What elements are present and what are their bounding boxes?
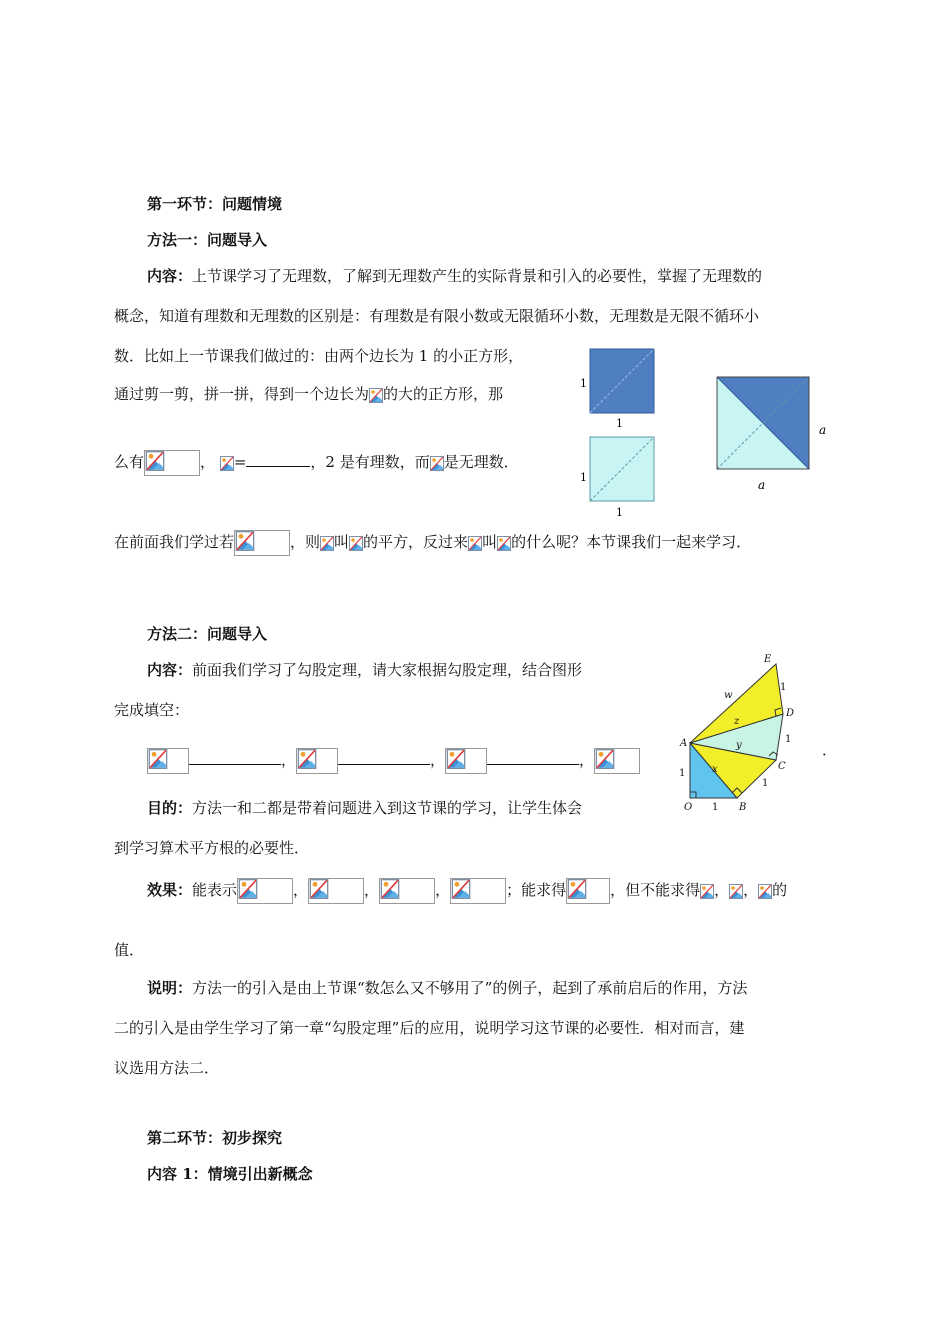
formula-image-icon bbox=[237, 878, 293, 904]
text: 方法一和二都是带着问题进入到这节课的学习，让学生体会 bbox=[192, 799, 583, 817]
comma: ， bbox=[293, 881, 309, 899]
paragraph-line bbox=[147, 798, 582, 818]
label-E: E bbox=[764, 654, 772, 665]
paragraph-line bbox=[147, 978, 747, 998]
formula-image-icon bbox=[369, 388, 383, 403]
paragraph-line: 议选用方法二． bbox=[114, 1059, 220, 1077]
side-label: 1 bbox=[580, 377, 587, 390]
section-title: 第二环节：初步探究 bbox=[147, 1129, 283, 1147]
label-1: 1 bbox=[679, 768, 686, 779]
paragraph-line: 到学习算术平方根的必要性． bbox=[114, 839, 310, 857]
content-label: 内容： bbox=[147, 267, 193, 285]
text: 是无理数． bbox=[443, 453, 519, 471]
bottom-label: a bbox=[758, 478, 766, 492]
text: 的什么呢？本节课我们一起来学习． bbox=[511, 533, 752, 551]
formula-image-icon bbox=[308, 878, 364, 904]
label-1: 1 bbox=[762, 778, 769, 789]
text: 前面我们学习了勾股定理，请大家根据勾股定理，结合图形 bbox=[192, 661, 583, 679]
paragraph-line bbox=[114, 450, 519, 476]
label-x: x bbox=[712, 764, 718, 775]
formula-image-icon bbox=[320, 536, 334, 551]
text: = bbox=[233, 453, 247, 471]
formula-image-icon bbox=[566, 878, 610, 904]
section-title: 第一环节：问题情境 bbox=[147, 195, 283, 213]
answer-blank[interactable] bbox=[338, 750, 430, 765]
text: ， bbox=[200, 453, 216, 471]
effect-label: 效果： bbox=[147, 881, 193, 899]
formula-image-icon bbox=[497, 536, 511, 551]
pythagoras-spiral-figure bbox=[672, 648, 822, 816]
text: ，则 bbox=[290, 533, 321, 551]
text: ，2 是有理数，而 bbox=[310, 453, 430, 471]
content1-title: 内容 1：情境引出新概念 bbox=[147, 1165, 313, 1183]
paragraph-line bbox=[147, 878, 787, 904]
note-label: 说明： bbox=[147, 979, 193, 997]
paragraph-line: 值． bbox=[114, 941, 145, 959]
comma: ， bbox=[579, 751, 595, 769]
label-1: 1 bbox=[712, 802, 719, 813]
comma: ， bbox=[435, 881, 451, 899]
label-y: y bbox=[736, 740, 742, 751]
formula-image-icon bbox=[144, 450, 200, 476]
paragraph-line bbox=[114, 384, 503, 404]
text: 能表示 bbox=[192, 881, 238, 899]
label-O: O bbox=[684, 802, 693, 813]
text: ；能求得 bbox=[506, 881, 567, 899]
comma: ， bbox=[714, 881, 730, 899]
paragraph-line: 二的引入是由学生学习了第一章“勾股定理”后的应用，说明学习这节课的必要性．相对而言，建 bbox=[114, 1019, 745, 1037]
text: 在前面我们学过若 bbox=[114, 533, 235, 551]
label-z: z bbox=[734, 716, 740, 727]
small-squares-figure bbox=[574, 345, 664, 520]
method2-title: 方法二：问题导入 bbox=[147, 625, 268, 643]
formula-image-icon bbox=[147, 748, 189, 774]
paragraph-line: 完成填空： bbox=[114, 701, 190, 719]
formula-image-icon bbox=[220, 456, 234, 471]
paragraph-line bbox=[147, 660, 582, 680]
text: 叫 bbox=[482, 533, 498, 551]
comma: ， bbox=[281, 751, 297, 769]
formula-image-icon bbox=[379, 878, 435, 904]
comma: ， bbox=[364, 881, 380, 899]
formula-image-icon bbox=[296, 748, 338, 774]
comma: ， bbox=[743, 881, 759, 899]
comma: ， bbox=[430, 751, 446, 769]
purpose-label: 目的： bbox=[147, 799, 193, 817]
label-w: w bbox=[724, 690, 733, 701]
text: ，但不能求得 bbox=[610, 881, 701, 899]
text: 方法一的引入是由上节课“数怎么又不够用了”的例子，起到了承前启后的作用，方法 bbox=[192, 979, 748, 997]
text: 上节课学习了无理数，了解到无理数产生的实际背景和引入的必要性，掌握了无理数的 bbox=[192, 267, 763, 285]
label-B: B bbox=[739, 802, 747, 813]
paragraph-line bbox=[114, 530, 751, 556]
formula-image-icon bbox=[234, 530, 290, 556]
formula-image-icon bbox=[430, 456, 444, 471]
method1-title: 方法一：问题导入 bbox=[147, 231, 268, 249]
answer-blank[interactable] bbox=[246, 452, 310, 467]
label-A: A bbox=[680, 738, 688, 749]
content-label: 内容： bbox=[147, 661, 193, 679]
text: 的大的正方形，那 bbox=[383, 385, 504, 403]
formula-image-icon bbox=[729, 884, 743, 899]
label-D: D bbox=[786, 708, 795, 719]
text: 叫 bbox=[334, 533, 350, 551]
bottom-label: 1 bbox=[616, 417, 623, 430]
paragraph-line: 数．比如上一节课我们做过的：由两个边长为 1 的小正方形， bbox=[114, 347, 524, 365]
text: 的平方，反过来 bbox=[363, 533, 469, 551]
side-label: 1 bbox=[580, 471, 587, 484]
side-label: a bbox=[819, 423, 827, 437]
label-C: C bbox=[778, 761, 786, 772]
label-1: 1 bbox=[780, 682, 787, 693]
text: 通过剪一剪，拼一拼，得到一个边长为 bbox=[114, 385, 370, 403]
formula-image-icon bbox=[445, 748, 487, 774]
formula-image-icon bbox=[349, 536, 363, 551]
paragraph-line bbox=[147, 266, 762, 286]
formula-image-icon bbox=[700, 884, 714, 899]
answer-blank[interactable] bbox=[189, 750, 281, 765]
period: ． bbox=[822, 741, 838, 759]
answer-blank[interactable] bbox=[487, 750, 579, 765]
formula-image-icon bbox=[468, 536, 482, 551]
text: 的 bbox=[772, 881, 788, 899]
paragraph-line: 概念，知道有理数和无理数的区别是：有理数是有限小数或无限循环小数，无理数是无限不循环小 bbox=[114, 307, 760, 325]
label-1: 1 bbox=[785, 734, 792, 745]
formula-image-icon bbox=[594, 748, 640, 774]
text: 么有 bbox=[114, 453, 145, 471]
formula-image-icon bbox=[450, 878, 506, 904]
formula-image-icon bbox=[758, 884, 772, 899]
big-square-figure bbox=[710, 370, 840, 495]
fill-in-row bbox=[147, 748, 640, 774]
bottom-label: 1 bbox=[616, 506, 623, 519]
